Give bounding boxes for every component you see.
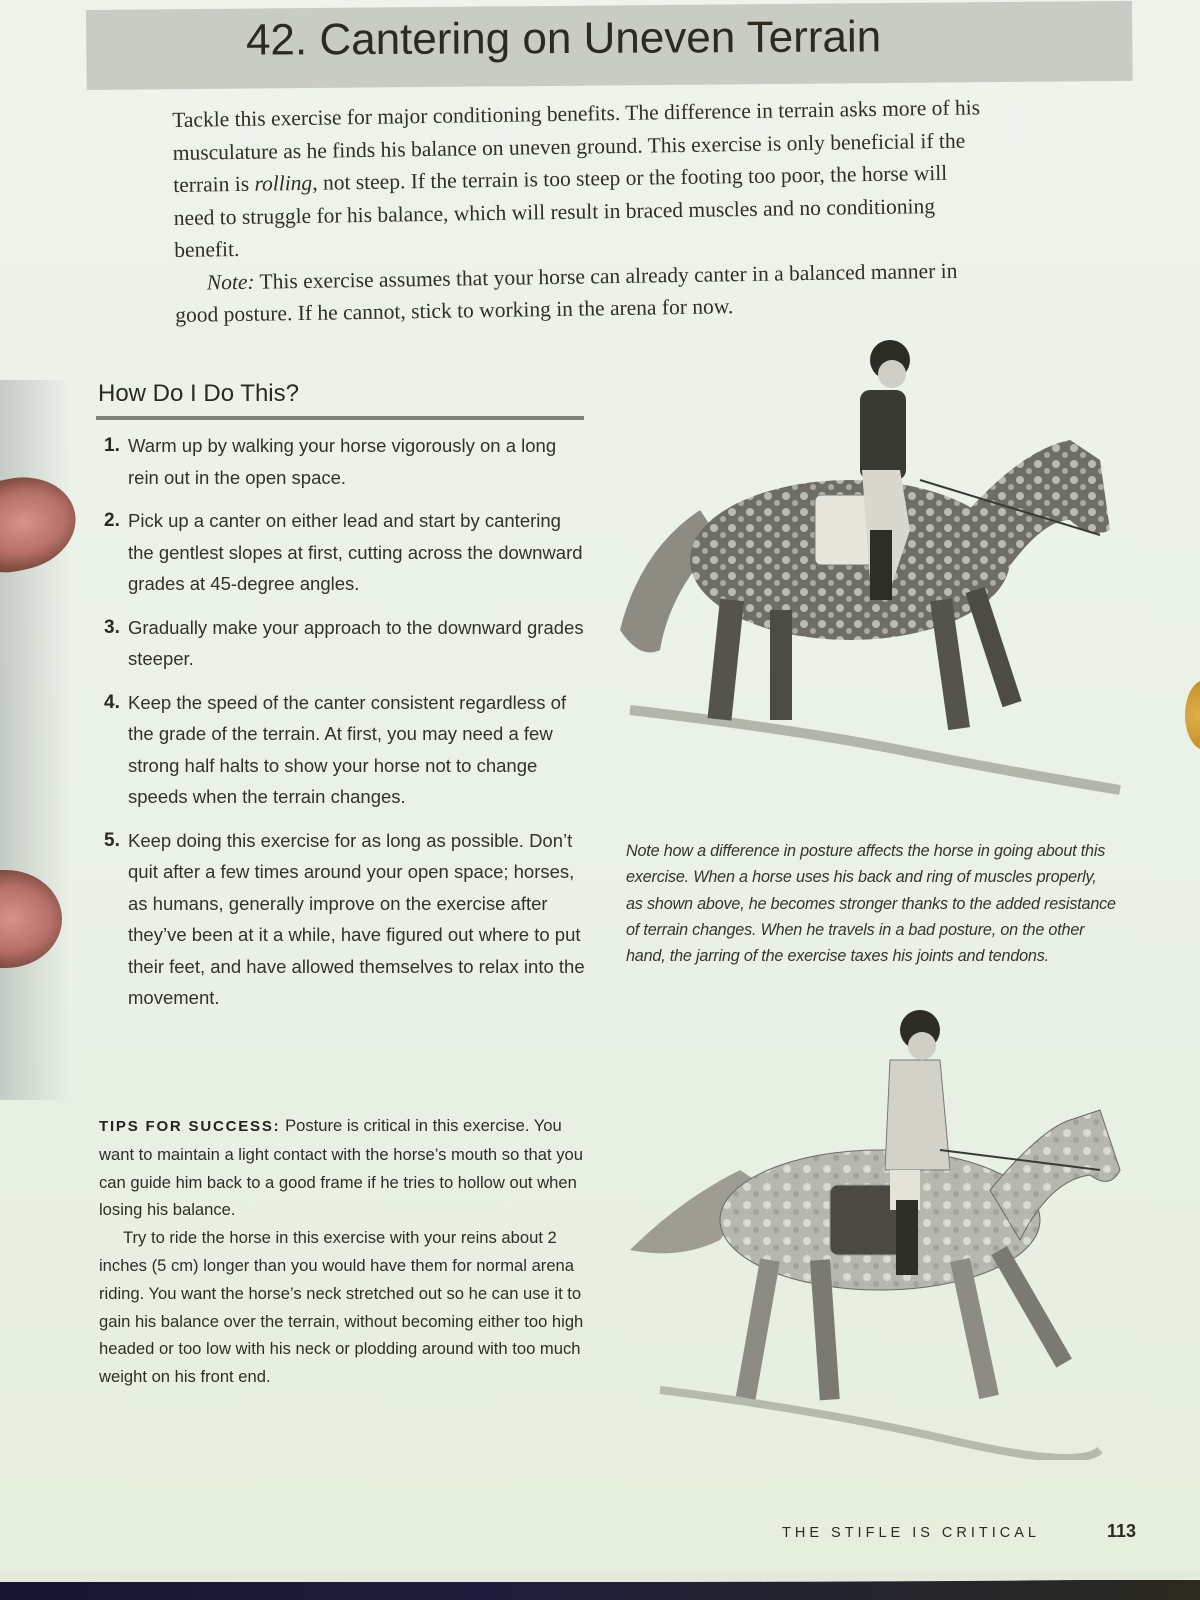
page-number: 113 — [1107, 1521, 1137, 1541]
intro-paragraph: Tackle this exercise for major conditioning benefits. The difference in terrain asks more of his musculature as he finds his balance on uneven ground. This exercise is only beneficial if the terrain is rolling, not steep. If the terrain is too steep or the footing too poor, the horse will need to struggle for his balance, which will result in braced muscles and no conditioning benefit. — [172, 95, 981, 262]
intro-note: Note: This exercise assumes that your horse can already canter in a balanced manner in good posture. If he cannot, stick to working in the arena for now. — [175, 258, 958, 327]
step-number: 1. — [104, 435, 120, 456]
horse-illustration-bad-posture — [620, 1000, 1140, 1460]
section-heading: How Do I Do This? — [98, 380, 299, 407]
step-number: 4. — [104, 691, 120, 713]
running-head: THE STIFLE IS CRITICAL — [782, 1525, 1040, 1541]
tips-for-success — [99, 1112, 595, 1391]
step-text: Warm up by walking your horse vigorously on a long rein out in the open space. — [128, 435, 557, 488]
step-text: Keep doing this exercise for as long as possible. Don’t quit after a few times around your open space; horses, as humans, generally improve on the exercise after they’ve been at it a while, have figured out where to put their feet, and have allowed themselves to relax into the movement. — [128, 829, 585, 1008]
section-divider — [96, 416, 584, 420]
step-number: 5. — [104, 829, 120, 851]
step-item — [104, 430, 590, 493]
step-item — [104, 505, 590, 600]
step-text: Keep the speed of the canter consistent regardless of the grade of the terrain. At first, you may need a few strong half halts to show your horse not to change speeds when the terrain changes. — [128, 691, 567, 807]
steps-list — [104, 430, 590, 1026]
tips-label: TIPS FOR SUCCESS: — [99, 1118, 281, 1135]
step-text: Pick up a canter on either lead and start by cantering the gentlest slopes at first, cutting across the downward grades at 45-degree angles. — [128, 510, 583, 594]
step-number: 3. — [104, 616, 120, 638]
intro-text — [172, 91, 985, 331]
figure-caption: Note how a difference in posture affects the horse in going about this exercise. When a horse uses his back and ring of muscles properly, as shown above, he becomes stronger thanks to the added resistance of terrain changes. When he travels in a bad posture, on the other hand, the jarring of the exercise taxes his joints and tendons. — [626, 842, 1116, 966]
step-item — [104, 825, 590, 1014]
background-surface — [0, 1580, 1200, 1600]
horse-illustration-good-posture — [600, 330, 1140, 800]
step-text: Gradually make your approach to the downward grades steeper. — [128, 616, 584, 669]
finger — [0, 467, 84, 581]
tips-paragraph: TIPS FOR SUCCESS: Posture is critical in this exercise. You want to maintain a light contact with the horse’s mouth so that you can guide him back to a good frame if he tries to hollow out when losing his balance. — [99, 1116, 583, 1220]
note-label: Note: — [206, 269, 255, 294]
emphasis-rolling: rolling — [254, 170, 313, 196]
step-item — [104, 612, 590, 675]
thumb — [1185, 680, 1200, 750]
step-number: 2. — [104, 510, 120, 531]
tips-paragraph: Try to ride the horse in this exercise with your reins about 2 inches (5 cm) longer than you would have them for normal arena riding. You want the horse’s neck stretched out so he can use it to gain his balance over the terrain, without becoming either too high headed or too low with his neck or plodding around with too much weight on his front end. — [99, 1228, 584, 1387]
step-item — [104, 687, 590, 813]
page-title: 42. Cantering on Uneven Terrain — [245, 12, 882, 65]
